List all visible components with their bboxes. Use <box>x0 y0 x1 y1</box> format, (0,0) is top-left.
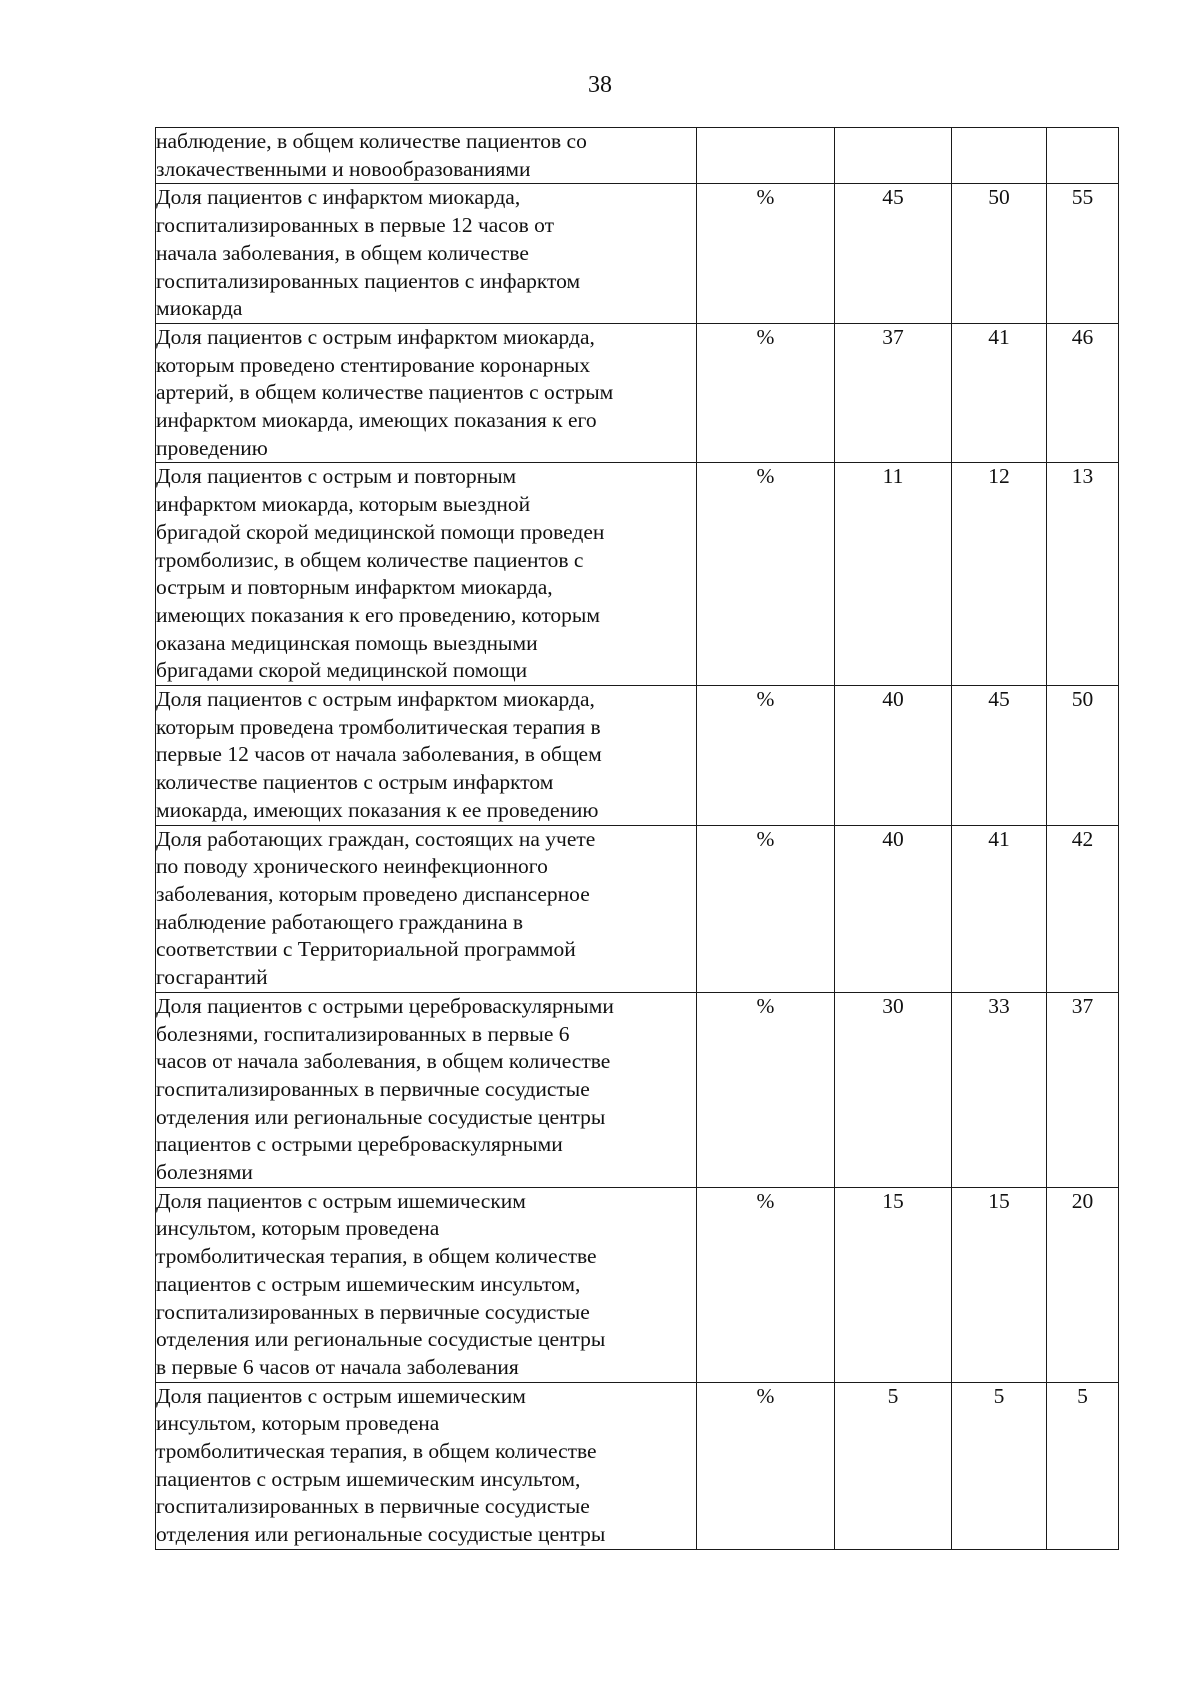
description-line: пациентов с острым ишемическим инсультом, <box>156 1271 581 1296</box>
value-year-1-cell: 45 <box>835 184 952 324</box>
value-year-2-cell <box>952 128 1047 184</box>
indicator-description <box>156 184 697 324</box>
unit-cell: % <box>697 463 835 686</box>
value-year-2-cell: 41 <box>952 323 1047 463</box>
value-year-1-cell <box>835 128 952 184</box>
description-line: острым и повторным инфарктом миокарда, <box>156 575 553 600</box>
table-row <box>156 686 1119 826</box>
indicator-description <box>156 463 697 686</box>
unit-cell <box>697 128 835 184</box>
value-year-3-cell: 42 <box>1047 825 1119 992</box>
description-line: госпитализированных пациентов с инфарктом <box>156 268 581 293</box>
description-line: Доля пациентов с инфарктом миокарда, <box>156 185 521 210</box>
description-line: госпитализированных в первичные сосудистые <box>156 1299 590 1324</box>
value-year-3-cell: 5 <box>1047 1382 1119 1549</box>
description-line: Доля работающих граждан, состоящих на учете <box>156 826 596 851</box>
description-line: часов от начала заболевания, в общем количестве <box>156 1049 611 1074</box>
description-line: госгарантий <box>156 965 268 990</box>
page-number: 38 <box>588 72 612 98</box>
description-line: Доля пациентов с острым ишемическим <box>156 1383 526 1408</box>
indicator-description <box>156 825 697 992</box>
description-line: отделения или региональные сосудистые центры <box>156 1327 606 1352</box>
value-year-1-cell: 30 <box>835 992 952 1187</box>
table-row <box>156 992 1119 1187</box>
value-year-2-cell: 12 <box>952 463 1047 686</box>
description-line: пациентов с острыми цереброваскулярными <box>156 1132 563 1157</box>
value-year-2-cell: 15 <box>952 1187 1047 1382</box>
description-line: отделения или региональные сосудистые центры <box>156 1104 606 1129</box>
value-year-1-cell: 5 <box>835 1382 952 1549</box>
value-year-3-cell <box>1047 128 1119 184</box>
unit-cell: % <box>697 323 835 463</box>
value-year-3-cell: 46 <box>1047 323 1119 463</box>
table-row <box>156 184 1119 324</box>
value-year-3-cell: 50 <box>1047 686 1119 826</box>
value-year-1-cell: 11 <box>835 463 952 686</box>
description-line: соответствии с Территориальной программой <box>156 937 576 962</box>
description-line: бригадой скорой медицинской помощи проведен <box>156 519 605 544</box>
indicator-description <box>156 992 697 1187</box>
description-line: наблюдение работающего гражданина в <box>156 909 524 934</box>
description-line: инсультом, которым проведена <box>156 1411 440 1436</box>
value-year-2-cell: 33 <box>952 992 1047 1187</box>
description-line: заболевания, которым проведено диспансерное <box>156 881 590 906</box>
description-line: начала заболевания, в общем количестве <box>156 240 529 265</box>
unit-cell: % <box>697 686 835 826</box>
value-year-1-cell: 37 <box>835 323 952 463</box>
unit-cell: % <box>697 1187 835 1382</box>
description-line: злокачественными и новообразованиями <box>156 156 531 181</box>
unit-cell: % <box>697 184 835 324</box>
indicator-description <box>156 323 697 463</box>
description-line: госпитализированных в первичные сосудистые <box>156 1494 590 1519</box>
table-body <box>156 128 1119 1550</box>
table-row <box>156 1187 1119 1382</box>
description-line: госпитализированных в первые 12 часов от <box>156 213 554 238</box>
description-line: Доля пациентов с острым инфарктом миокарда, <box>156 687 595 712</box>
value-year-3-cell: 13 <box>1047 463 1119 686</box>
value-year-2-cell: 50 <box>952 184 1047 324</box>
description-line: болезнями <box>156 1160 253 1185</box>
unit-cell: % <box>697 992 835 1187</box>
value-year-3-cell: 20 <box>1047 1187 1119 1382</box>
value-year-1-cell: 40 <box>835 686 952 826</box>
description-line: Доля пациентов с острым инфарктом миокарда, <box>156 324 595 349</box>
value-year-1-cell: 15 <box>835 1187 952 1382</box>
description-line: Доля пациентов с острым ишемическим <box>156 1188 526 1213</box>
description-line: артерий, в общем количестве пациентов с острым <box>156 380 614 405</box>
description-line: наблюдение, в общем количестве пациентов со <box>156 129 587 153</box>
description-line: в первые 6 часов от начала заболевания <box>156 1354 519 1379</box>
description-line: болезнями, госпитализированных в первые 6 <box>156 1021 570 1046</box>
indicator-description <box>156 1382 697 1549</box>
value-year-1-cell: 40 <box>835 825 952 992</box>
indicator-description <box>156 686 697 826</box>
description-line: количестве пациентов с острым инфарктом <box>156 770 554 795</box>
value-year-2-cell: 5 <box>952 1382 1047 1549</box>
indicator-description <box>156 1187 697 1382</box>
description-line: тромболитическая терапия, в общем количестве <box>156 1244 597 1269</box>
indicators-table <box>155 127 1119 1550</box>
table-row <box>156 1382 1119 1549</box>
table-row <box>156 825 1119 992</box>
description-line: по поводу хронического неинфекционного <box>156 854 548 879</box>
description-line: госпитализированных в первичные сосудистые <box>156 1076 590 1101</box>
description-line: Доля пациентов с острым и повторным <box>156 464 517 489</box>
value-year-2-cell: 45 <box>952 686 1047 826</box>
description-line: инфарктом миокарда, имеющих показания к его <box>156 408 597 433</box>
description-line: которым проведена тромболитическая терапия в <box>156 714 601 739</box>
unit-cell: % <box>697 825 835 992</box>
table-row <box>156 463 1119 686</box>
description-line: Доля пациентов с острыми цереброваскулярными <box>156 993 614 1018</box>
table-row <box>156 323 1119 463</box>
description-line: пациентов с острым ишемическим инсультом, <box>156 1466 581 1491</box>
value-year-3-cell: 55 <box>1047 184 1119 324</box>
description-line: оказана медицинская помощь выездными <box>156 630 538 655</box>
description-line: миокарда <box>156 296 243 321</box>
description-line: отделения или региональные сосудистые центры <box>156 1522 606 1547</box>
description-line: инсультом, которым проведена <box>156 1216 440 1241</box>
description-line: миокарда, имеющих показания к ее проведению <box>156 797 599 822</box>
description-line: проведению <box>156 435 268 460</box>
description-line: первые 12 часов от начала заболевания, в общем <box>156 742 602 767</box>
unit-cell: % <box>697 1382 835 1549</box>
description-line: бригадами скорой медицинской помощи <box>156 658 528 683</box>
value-year-3-cell: 37 <box>1047 992 1119 1187</box>
description-line: которым проведено стентирование коронарных <box>156 352 591 377</box>
description-line: тромболизис, в общем количестве пациентов с <box>156 547 584 572</box>
value-year-2-cell: 41 <box>952 825 1047 992</box>
indicator-description <box>156 128 697 184</box>
description-line: имеющих показания к его проведению, которым <box>156 602 600 627</box>
description-line: тромболитическая терапия, в общем количестве <box>156 1439 597 1464</box>
table-row <box>156 128 1119 184</box>
description-line: инфарктом миокарда, которым выездной <box>156 492 531 517</box>
